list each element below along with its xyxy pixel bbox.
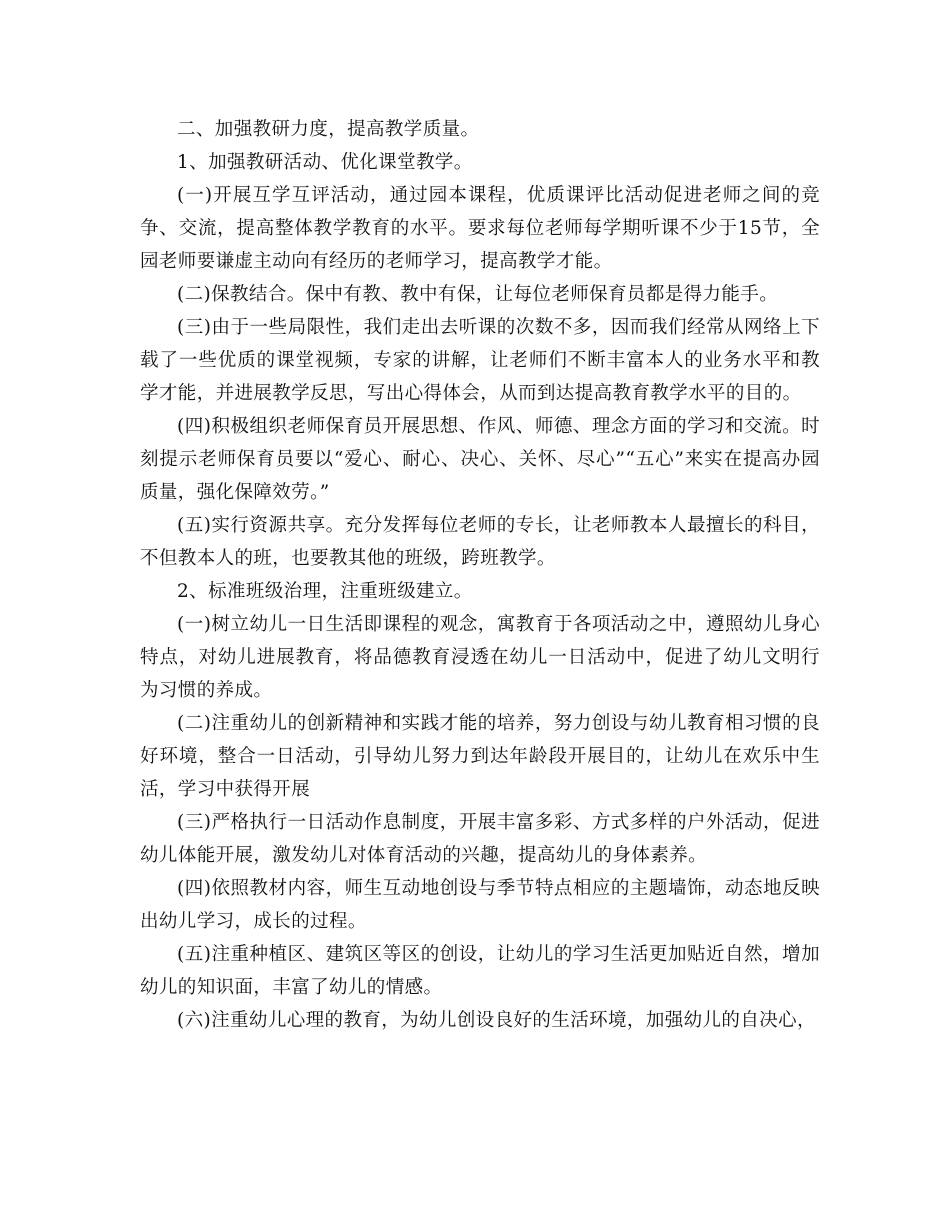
paragraph: (二)注重幼儿的创新精神和实践才能的培养，努力创设与幼儿教育相习惯的良好环境，整合一日活动，引导幼儿努力到达年龄段开展目的，让幼儿在欢乐中生活，学习中获得开展 — [140, 713, 820, 800]
paragraph: (一)开展互学互评活动，通过园本课程，优质课评比活动促进老师之间的竞争、交流，提高整体教学教育的水平。要求每位老师每学期听课不少于15节，全园老师要谦虚主动向有经历的老师学习，提高教学才能。 — [140, 185, 820, 272]
subsection-heading: 1、加强教研活动、优化课堂教学。 — [177, 152, 473, 173]
paragraph: (四)积极组织老师保育员开展思想、作风、师德、理念方面的学习和交流。时刻提示老师保育员要以“爱心、耐心、决心、关怀、尽心”“五心”来实在提高办园质量，强化保障效劳。” — [140, 416, 820, 503]
paragraph: (三)严格执行一日活动作息制度，开展丰富多彩、方式多样的户外活动，促进幼儿体能开展，激发幼儿对体育活动的兴趣，提高幼儿的身体素养。 — [140, 812, 820, 866]
document-body — [140, 113, 820, 1037]
paragraph: (一)树立幼儿一日生活即课程的观念，寓教育于各项活动之中，遵照幼儿身心特点，对幼儿进展教育，将品德教育浸透在幼儿一日活动中，促进了幼儿文明行为习惯的养成。 — [140, 614, 820, 701]
paragraph: (五)实行资源共享。充分发挥每位老师的专长，让老师教本人最擅长的科目，不但教本人的班，也要教其他的班级，跨班教学。 — [140, 515, 820, 569]
subsection-heading: 2、标准班级治理，注重班级建立。 — [177, 581, 473, 602]
paragraph: (五)注重种植区、建筑区等区的创设，让幼儿的学习生活更加贴近自然，增加幼儿的知识面，丰富了幼儿的情感。 — [140, 944, 820, 998]
paragraph: (六)注重幼儿心理的教育，为幼儿创设良好的生活环境，加强幼儿的自决心， — [177, 1010, 816, 1031]
paragraph: (四)依照教材内容，师生互动地创设与季节特点相应的主题墙饰，动态地反映出幼儿学习，成长的过程。 — [140, 878, 820, 932]
paragraph: (二)保教结合。保中有教、教中有保，让每位老师保育员都是得力能手。 — [177, 284, 779, 305]
section-heading: 二、加强教研力度，提高教学质量。 — [177, 119, 480, 140]
paragraph: (三)由于一些局限性，我们走出去听课的次数不多，因而我们经常从网络上下载了一些优质的课堂视频，专家的讲解，让老师们不断丰富本人的业务水平和教学才能，并进展教学反思，写出心得体会，从而到达提高教育教学水平的目的。 — [140, 317, 820, 404]
